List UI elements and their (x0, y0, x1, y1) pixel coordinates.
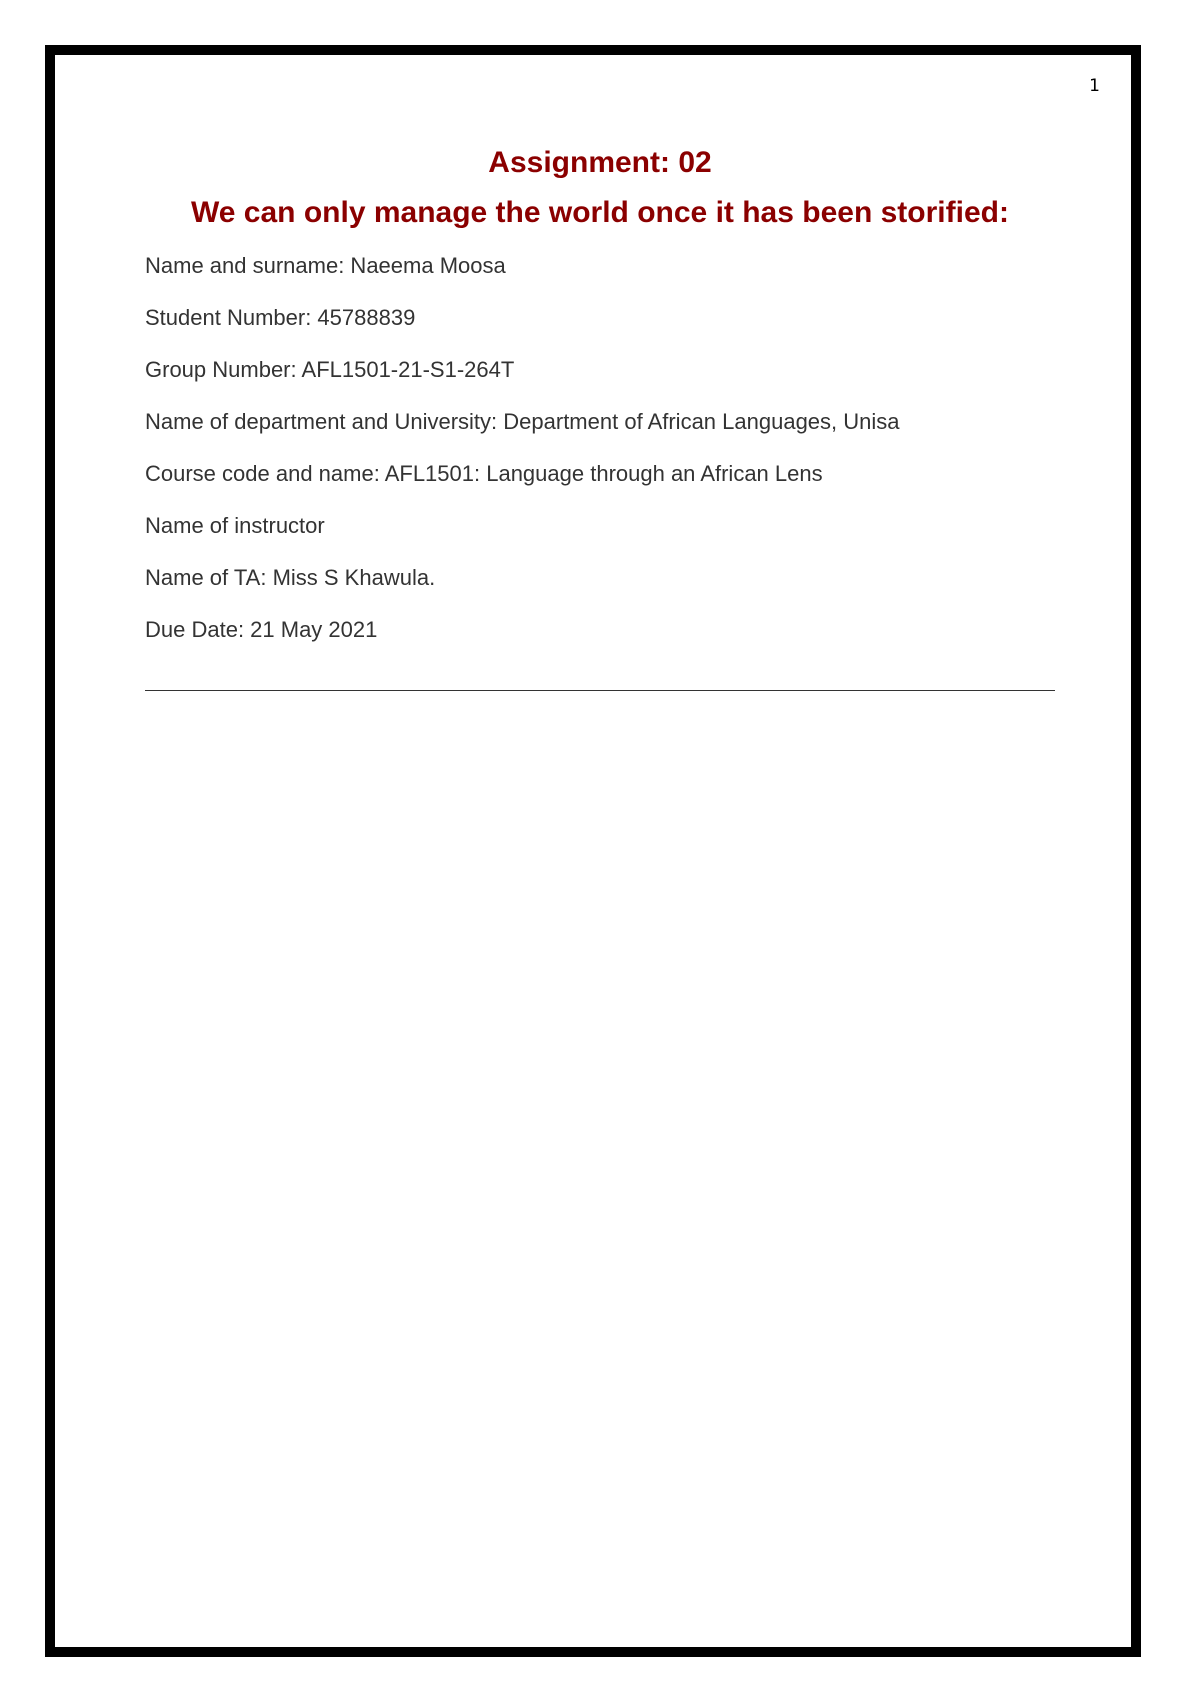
group-number-field: Group Number: AFL1501-21-S1-264T (145, 357, 515, 382)
due-date-field: Due Date: 21 May 2021 (145, 617, 378, 642)
horizontal-divider (145, 690, 1055, 691)
ta-field: Name of TA: Miss S Khawula. (145, 565, 436, 590)
cover-details-list (145, 253, 900, 669)
assignment-subtitle: We can only manage the world once it has been storified: (191, 196, 1009, 229)
assignment-title: Assignment: 02 (488, 146, 712, 179)
name-surname-field: Name and surname: Naeema Moosa (145, 253, 506, 278)
student-number-field: Student Number: 45788839 (145, 305, 416, 330)
instructor-field: Name of instructor (145, 513, 325, 538)
department-university-field: Name of department and University: Department of African Languages, Unisa (145, 409, 900, 434)
course-code-field: Course code and name: AFL1501: Language through an African Lens (145, 461, 823, 486)
page-number: 1 (1089, 76, 1100, 96)
